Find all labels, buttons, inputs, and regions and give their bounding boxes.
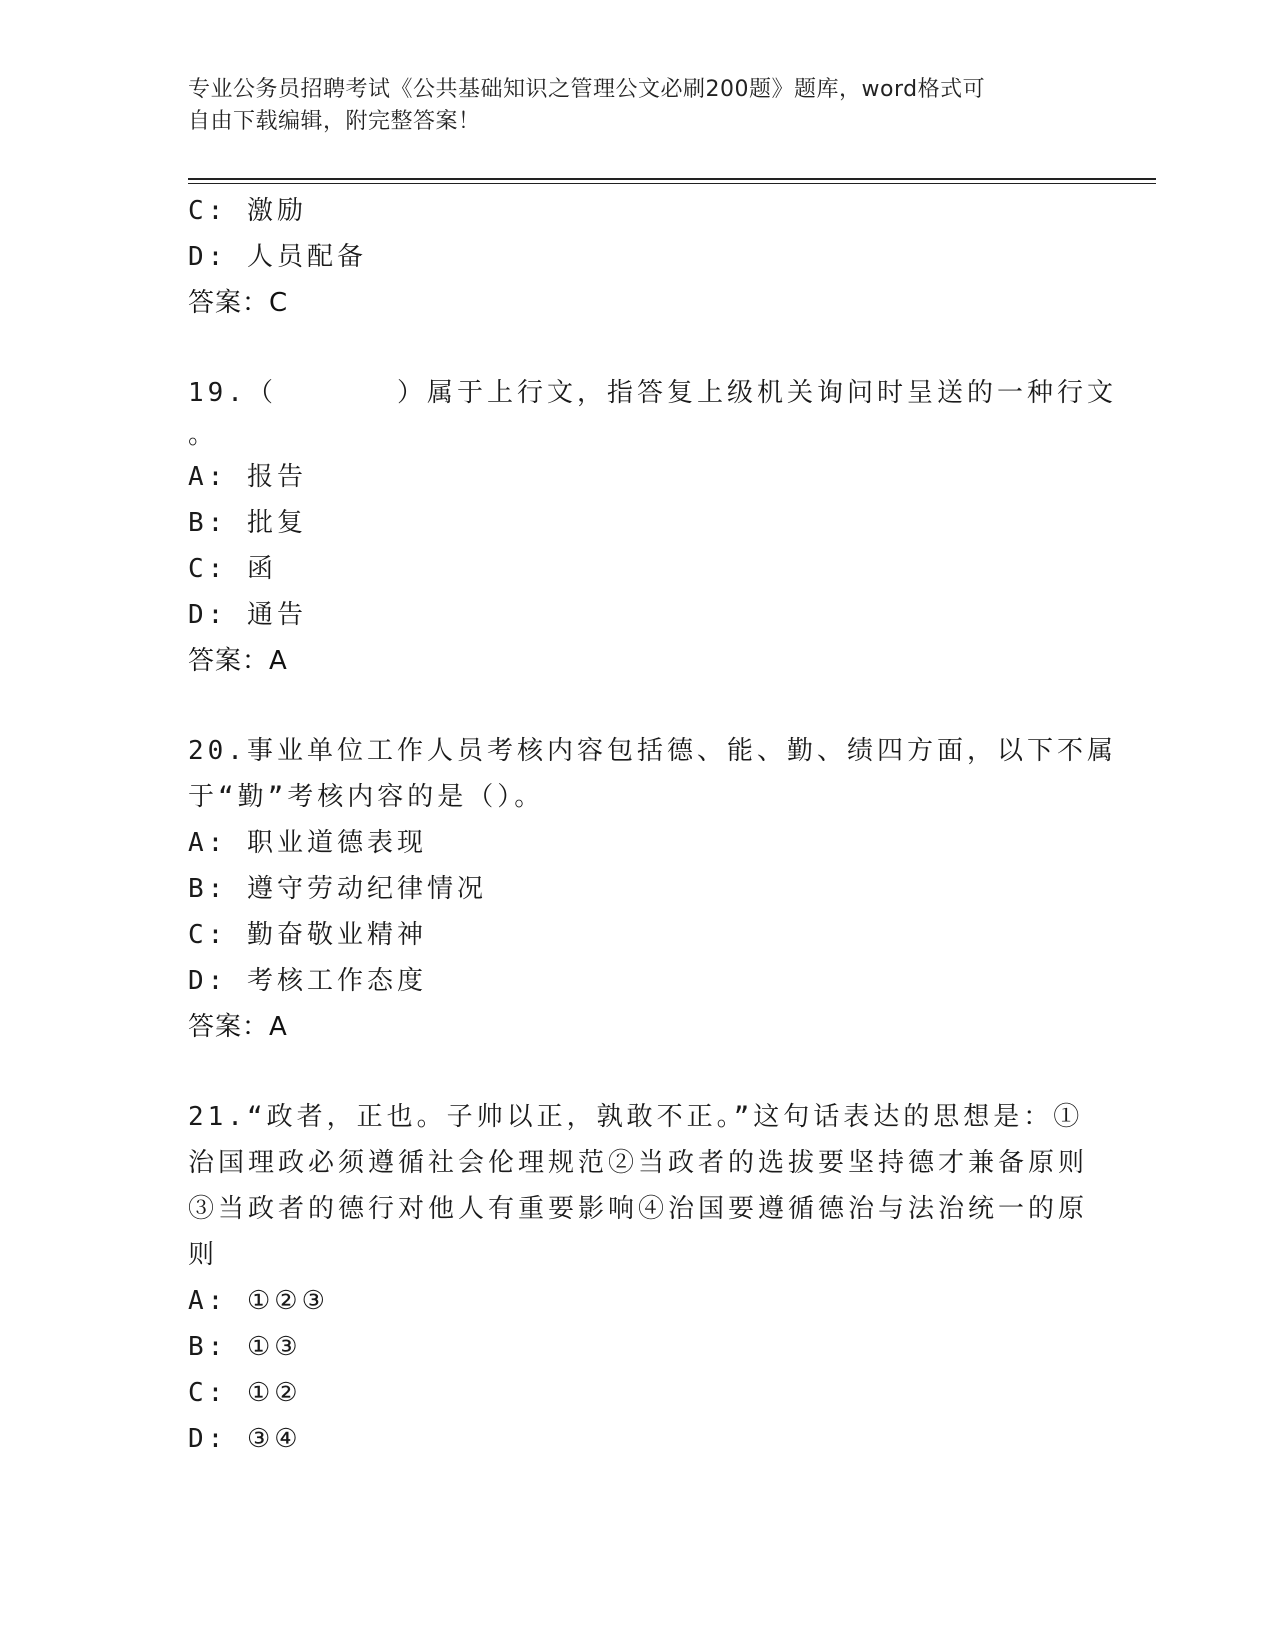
header-line-2: 自由下载编辑，附完整答案！ — [188, 109, 481, 134]
answer-label: 答案：A — [188, 646, 288, 676]
answer-label: 答案：A — [188, 1012, 288, 1042]
header-rule-thin — [188, 183, 1156, 184]
question-18 — [188, 188, 1088, 326]
option-b: B: 遵守劳动纪律情况 — [188, 874, 487, 904]
spacer — [188, 1050, 1088, 1094]
option-d: D: 人员配备 — [188, 242, 367, 272]
option-b: B: ①③ — [188, 1332, 302, 1362]
question-stem-line: 治国理政必须遵循社会伦理规范②当政者的选拔要坚持德才兼备原则 — [188, 1148, 1089, 1178]
option-a: A: 职业道德表现 — [188, 828, 427, 858]
spacer — [188, 684, 1088, 728]
option-a: A: 报告 — [188, 462, 307, 492]
option-c: C: 激励 — [188, 196, 307, 226]
option-d: D: 通告 — [188, 600, 307, 630]
question-stem-line: ③当政者的德行对他人有重要影响④治国要遵循德治与法治统一的原 — [188, 1194, 1089, 1224]
option-d: D: 考核工作态度 — [188, 966, 427, 996]
question-stem-line: 21.“政者，正也。子帅以正，孰敢不正。”这句话表达的思想是：① — [188, 1102, 1084, 1132]
question-stem-line: 19.（ ）属于上行文，指答复上级机关询问时呈送的一种行文 — [188, 378, 1117, 408]
option-d: D: ③④ — [188, 1424, 302, 1454]
spacer — [188, 326, 1088, 370]
option-c: C: 函 — [188, 554, 277, 584]
answer-label: 答案：C — [188, 288, 289, 318]
question-19 — [188, 370, 1117, 684]
header-rule-thick — [188, 178, 1156, 180]
document-header — [188, 74, 1068, 138]
question-list — [188, 188, 1117, 1462]
question-21 — [188, 1094, 1088, 1462]
question-stem-line: 于“勤”考核内容的是（）。 — [188, 782, 545, 812]
option-c: C: 勤奋敬业精神 — [188, 920, 427, 950]
question-20 — [188, 728, 1117, 1050]
option-a: A: ①②③ — [188, 1286, 329, 1316]
question-stem-line: 。 — [188, 420, 219, 450]
option-b: B: 批复 — [188, 508, 307, 538]
option-c: C: ①② — [188, 1378, 302, 1408]
question-stem-line: 则 — [188, 1240, 219, 1270]
question-stem-line: 20.事业单位工作人员考核内容包括德、能、勤、绩四方面，以下不属 — [188, 736, 1117, 766]
header-line-1: 专业公务员招聘考试《公共基础知识之管理公文必刷200题》题库，word格式可 — [188, 77, 986, 102]
